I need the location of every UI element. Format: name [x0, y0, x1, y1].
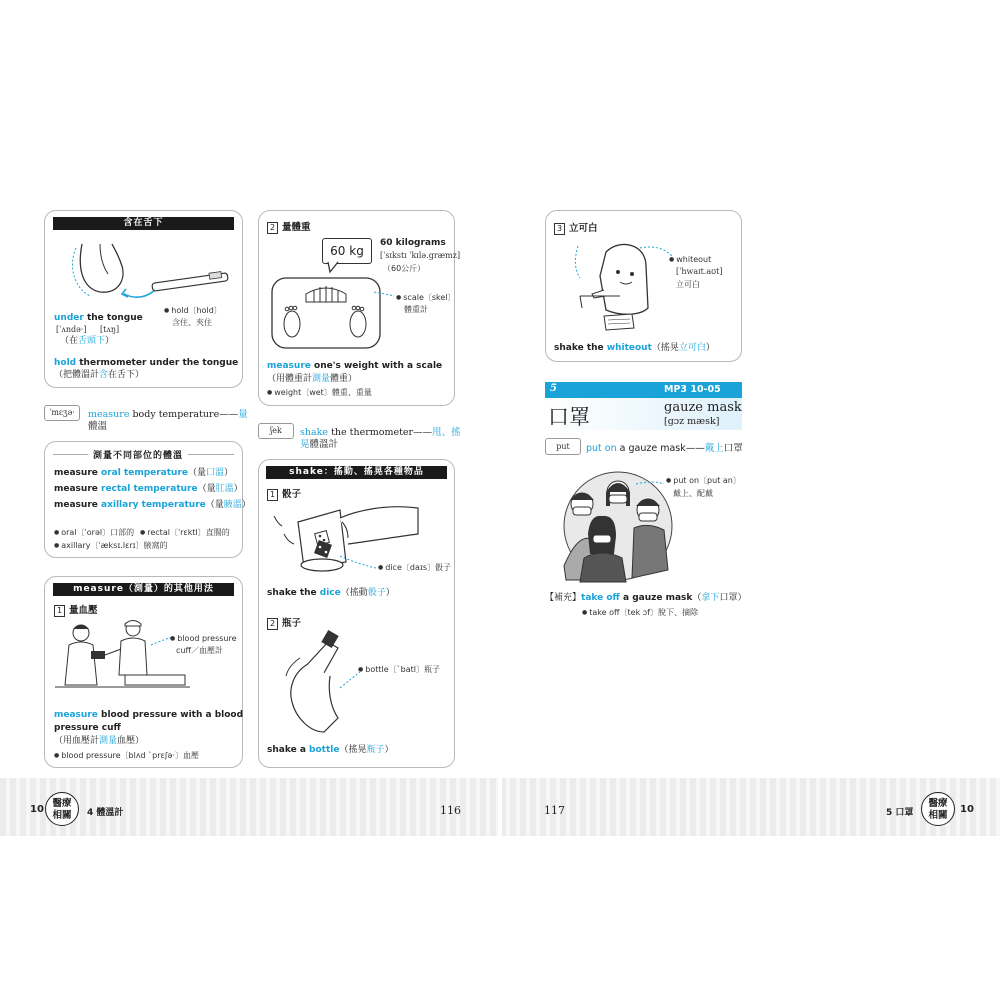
under-tongue-line: under the tongue [54, 313, 143, 323]
measure-body-temp-cn: 體溫 [88, 421, 108, 432]
hold-thermometer-line: hold thermometer under the tongue [54, 358, 239, 368]
shake-whiteout-line: shake the whiteout（搖晃立可白） [554, 343, 715, 353]
tongue-ipa: [tʌŋ] [100, 325, 120, 334]
scale-note: ● scale〔skel〕 [396, 292, 456, 304]
shake-thermometer-line: shake the thermometer——甩、搖 [300, 427, 461, 438]
scale-note-cn: 體重計 [404, 305, 428, 314]
card2-header: 測量不同部位的體溫 [88, 448, 188, 461]
left-category-badge: 醫療 相關 [45, 792, 79, 826]
hold-thermometer-cn: （把體溫計含在舌下） [54, 370, 145, 380]
whiteout-ipa: [ˈhwaɪt.aʊt] [676, 267, 723, 276]
hold-note: ● hold〔hold〕 [164, 305, 222, 317]
speech-tail-icon [326, 262, 342, 274]
right-chapter-number: 10 [960, 804, 974, 815]
measure-weight-cn: （用體重計測量體重） [267, 374, 358, 384]
blood-pressure-section-title: 1 量血壓 [54, 602, 98, 617]
shake-dice-line: shake the dice（搖動骰子） [267, 588, 395, 598]
dice-section-title: 1 骰子 [267, 486, 301, 501]
take-off-note: ● take off〔tek ɔf〕脫下、摘除 [582, 607, 698, 619]
measure-bp-cn: （用血壓計測量血壓） [54, 736, 145, 746]
hold-note-cn: 含住、夾住 [172, 318, 212, 327]
cuff-note: ● blood pressure [170, 633, 237, 645]
under-tongue-cn: （在舌頭下） [60, 336, 115, 346]
put-phonetic-chip: put [545, 438, 581, 455]
right-chapter-title: 5 口罩 [886, 808, 914, 818]
scale-display: 60 kg [322, 238, 372, 264]
blood-pressure-footnote: ● blood pressure〔blʌd ˋprɛʃə·〕血壓 [54, 750, 199, 762]
under-ipa: [ˈʌndə·] [56, 325, 87, 334]
page-divider [498, 778, 502, 836]
left-chapter-number: 10 [30, 804, 44, 815]
kg-cn: （60公斤） [383, 264, 426, 273]
put-on-note: ● put on〔put an〕 [666, 475, 741, 487]
weight-footnote: ● weight〔wet〕體重、重量 [267, 387, 372, 399]
oral-temp-row: measure oral temperature（量口溫） [54, 468, 234, 478]
measure-weight-line: measure one's weight with a scale [267, 361, 443, 371]
whiteout-cn: 立可白 [676, 280, 700, 289]
kg-ipa: [ˈsɪkstɪ ˈkɪlə.græmz] [380, 251, 461, 260]
bottle-note: ● bottle〔ˋbatl〕瓶子 [358, 664, 440, 676]
shake-thermometer-cn: 晃體溫計 [300, 439, 339, 450]
rectal-note: ● rectal〔ˈrɛktl〕直腸的 [140, 527, 230, 539]
rectal-temp-row: measure rectal temperature（量肛溫） [54, 484, 243, 494]
card-measure-other-header: measure（測量）的其他用法 [53, 583, 234, 596]
left-page-number: 116 [440, 804, 461, 817]
put-on-note-cn: 戴上、配戴 [673, 489, 713, 498]
weight-section-title: 2 量體重 [267, 219, 311, 234]
shake-bottle-line: shake a bottle（搖晃瓶子） [267, 745, 394, 755]
lesson-number: 5 [550, 383, 557, 394]
mp3-track: MP3 10-05 [664, 384, 721, 395]
axillary-note: ● axillary〔ˈæksɪ.lɛrɪ〕腋窩的 [54, 540, 168, 552]
put-on-mask-line: put on a gauze mask——戴上口罩 [586, 443, 743, 454]
masked-people-illustration [556, 470, 682, 582]
measure-bp-line2: pressure cuff [54, 723, 121, 733]
bathroom-scale-illustration [270, 276, 450, 356]
dice-note: ● dice〔daɪs〕骰子 [378, 562, 451, 574]
card-shake-header: shake：搖動、搖晃各種物品 [266, 466, 447, 479]
mouth-illustration [60, 236, 240, 306]
lesson-title-ipa: [gɔz mæsk] [664, 416, 720, 427]
take-off-mask-line: 【補充】take off a gauze mask（拿下口罩） [545, 593, 747, 603]
left-chapter-title: 4 體溫計 [87, 808, 124, 818]
blood-pressure-illustration [55, 615, 195, 695]
bottle-section-title: 2 瓶子 [267, 615, 301, 630]
card-under-tongue-header: 含在舌下 [53, 217, 234, 230]
whiteout-section-title: 3 立可白 [554, 220, 598, 235]
lesson-title-cn: 口罩 [548, 405, 590, 429]
right-category-badge: 醫療 相關 [921, 792, 955, 826]
measure-body-temp-line: measure body temperature——量 [88, 409, 248, 420]
axillary-temp-row: measure axillary temperature（量腋溫） [54, 500, 251, 510]
lesson-title-en: gauze mask [664, 400, 742, 415]
measure-phonetic-chip: ˈmɛʒə· [44, 405, 80, 421]
cuff-note-cn: cuff／血壓計 [176, 646, 223, 655]
right-page-number: 117 [544, 804, 565, 817]
bottle-illustration [280, 628, 390, 738]
oral-note: ● oral〔ˈorəl〕口部的 [54, 527, 134, 539]
whiteout-character-illustration [560, 236, 740, 336]
whiteout-note: ● whiteout [669, 254, 711, 266]
shake-phonetic-chip: ʃek [258, 423, 294, 439]
measure-bp-line1: measure blood pressure with a blood [54, 710, 244, 720]
kg-label: 60 kilograms [380, 238, 446, 248]
